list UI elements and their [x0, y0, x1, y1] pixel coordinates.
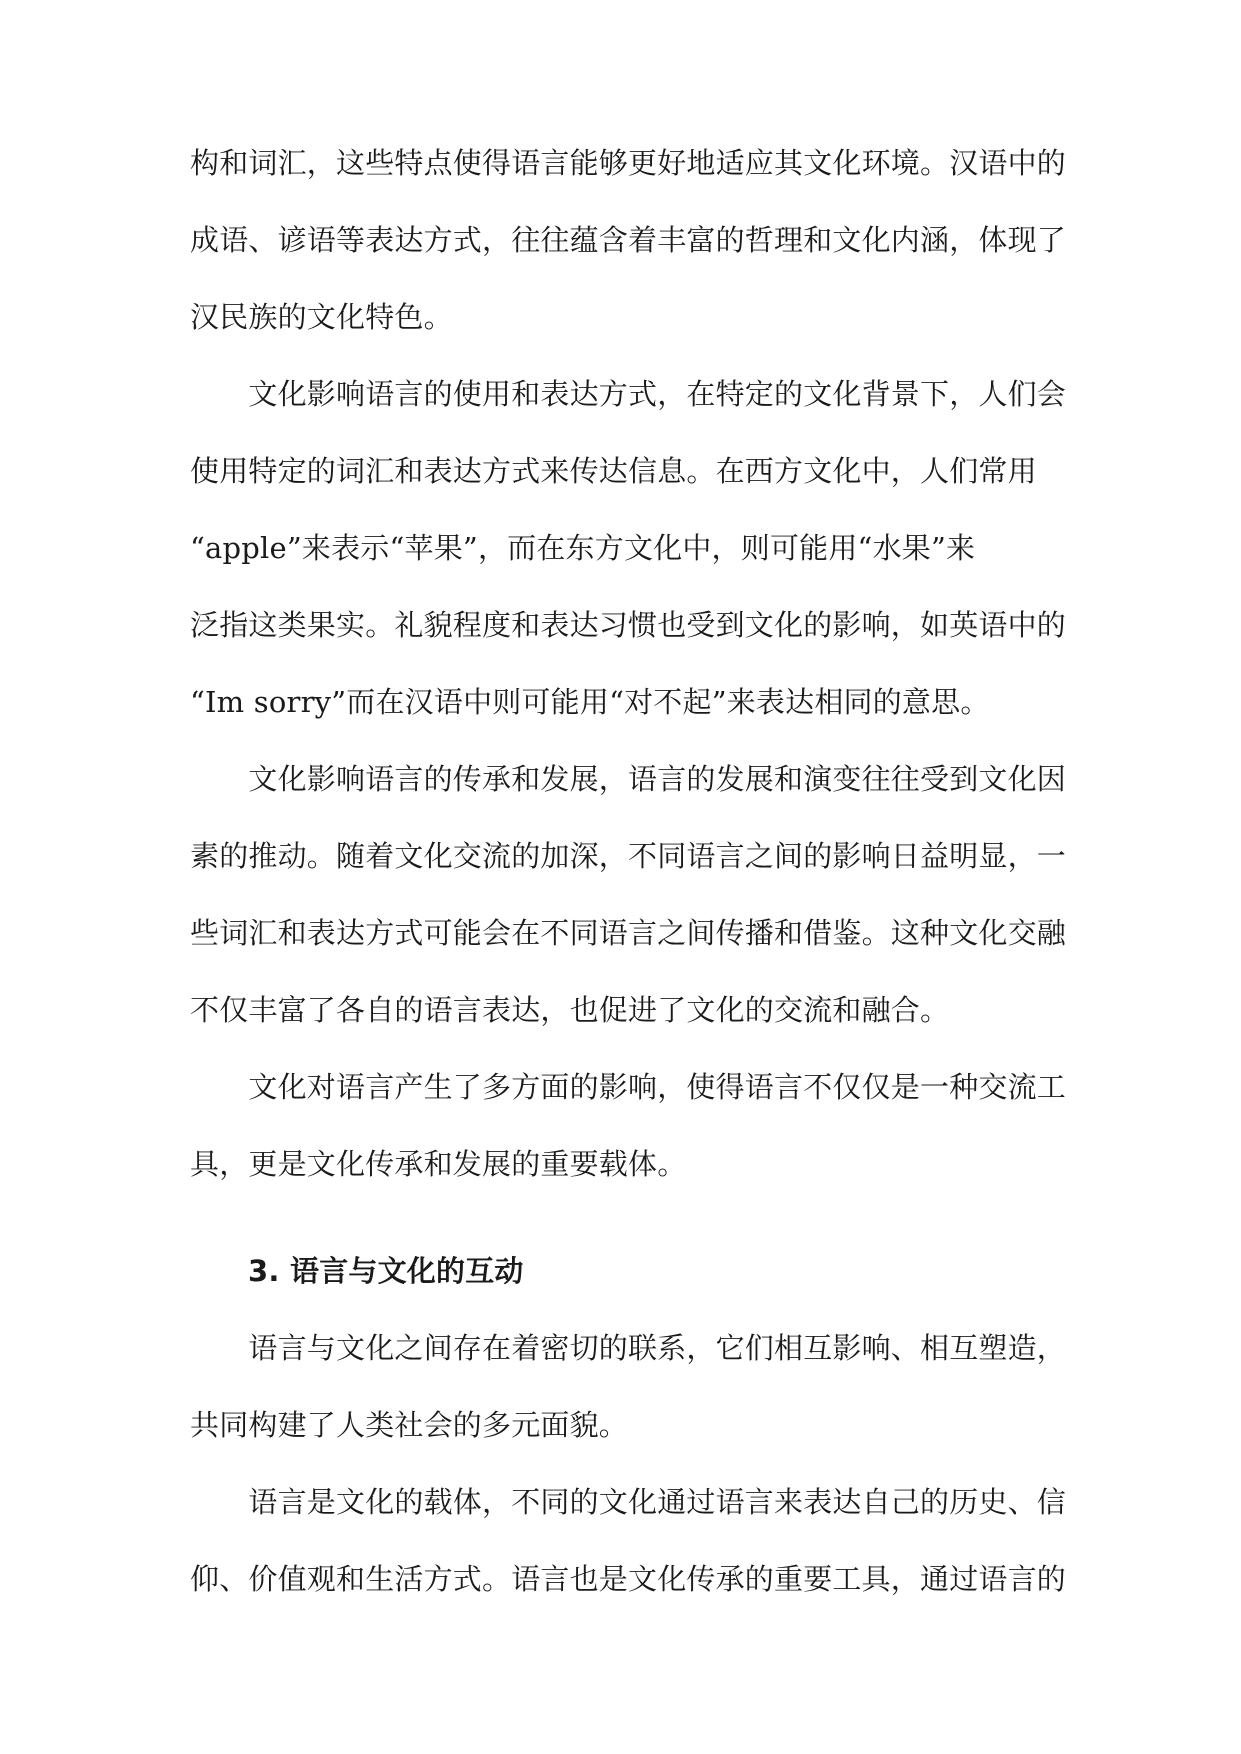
text-line: 共同构建了人类社会的多元面貌。 — [190, 1408, 629, 1442]
text-line: “apple”来表示“苹果”，而在东方文化中，则可能用“水果”来 — [190, 531, 976, 565]
text-line: 文化影响语言的传承和发展，语言的发展和演变往往受到文化因 — [190, 762, 1067, 796]
text-line: 文化对语言产生了多方面的影响，使得语言不仅仅是一种交流工 — [190, 1070, 1067, 1104]
text-line: “Im sorry”而在汉语中则可能用“对不起”来表达相同的意思。 — [190, 685, 990, 719]
section-heading — [190, 1251, 1062, 1328]
text-line: 语言是文化的载体，不同的文化通过语言来表达自己的历史、信 — [190, 1485, 1067, 1519]
text-line: 泛指这类果实。礼貌程度和表达习惯也受到文化的影响，如英语中的 — [190, 608, 1067, 642]
text-line: 不仅丰富了各自的语言表达，也促进了文化的交流和融合。 — [190, 993, 950, 1027]
text-line: 成语、谚语等表达方式，往往蕴含着丰富的哲理和文化内涵，体现了 — [190, 223, 1067, 257]
section-title: 语言与文化的互动 — [290, 1254, 524, 1288]
text-line: 使用特定的词汇和表达方式来传达信息。在西方文化中，人们常用 — [190, 454, 1037, 488]
text-line: 构和词汇，这些特点使得语言能够更好地适应其文化环境。汉语中的 — [190, 146, 1067, 180]
text-line: 素的推动。随着文化交流的加深，不同语言之间的影响日益明显，一 — [190, 839, 1067, 873]
text-line: 些词汇和表达方式可能会在不同语言之间传播和借鉴。这种文化交融 — [190, 916, 1067, 950]
text-line: 汉民族的文化特色。 — [190, 300, 453, 334]
text-line: 文化影响语言的使用和表达方式，在特定的文化背景下，人们会 — [190, 377, 1067, 411]
document-body — [190, 143, 1067, 1636]
section-number: 3. — [248, 1254, 280, 1288]
section-spacer — [190, 1221, 1062, 1251]
text-line: 仰、价值观和生活方式。语言也是文化传承的重要工具，通过语言的 — [190, 1562, 1067, 1596]
text-line: 语言与文化之间存在着密切的联系，它们相互影响、相互塑造， — [190, 1331, 1067, 1365]
text-line: 具，更是文化传承和发展的重要载体。 — [190, 1147, 687, 1181]
